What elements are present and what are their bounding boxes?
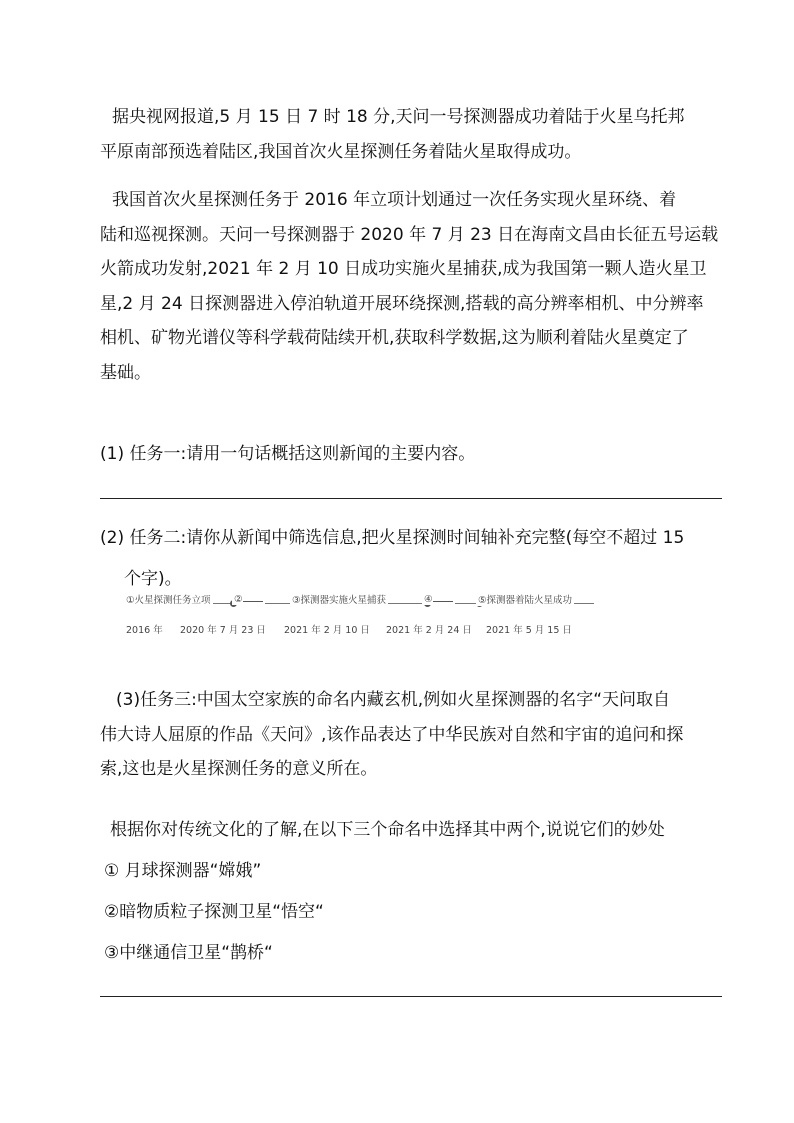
text-line: 基础。 — [100, 362, 151, 383]
text-line: 火箭成功发射,2021 年 2 月 10 日成功实施火星捕获,成为我国第一颗人造火星卫 — [100, 259, 707, 279]
timeline-date-4: 2021 年 2 月 24 日 — [386, 625, 472, 636]
task3-answer-line[interactable] — [100, 996, 722, 997]
timeline-label-5: ⑤探测器着陆火星成功 — [476, 592, 574, 606]
news-paragraph-1 — [100, 100, 722, 169]
text-line: 我国首次火星探测任务于 2016 年立项计划通过一次任务实现火星环绕、着 — [112, 190, 677, 210]
text-line: 平原南部预选着陆区,我国首次火星探测任务着陆火星取得成功。 — [100, 141, 582, 162]
text-line: 星,2 月 24 日探测器进入停泊轨道开展环绕探测,搭载的高分辨率相机、中分辨率 — [100, 293, 704, 314]
task3-paragraph — [100, 683, 726, 787]
timeline-date-3: 2021 年 2 月 10 日 — [284, 625, 370, 636]
text-line: 相机、矿物光谱仪等科学载荷陆续开机,获取科学数据,这为顺利着陆火星奠定了 — [100, 328, 689, 348]
task2-question-line1: (2) 任务二:请你从新闻中筛选信息,把火星探测时间轴补充完整(每空不超过 15 — [100, 528, 685, 548]
text-line: (3)任务三:中国太空家族的命名内藏玄机,例如火星探测器的名字“天问取自 — [116, 690, 671, 710]
text-line: 伟大诗人屈原的作品《天问》,该作品表达了中华民族对自然和宇宙的追问和探 — [100, 724, 684, 745]
task1-question: (1) 任务一:请用一句话概括这则新闻的主要内容。 — [100, 444, 476, 464]
option-3: ③中继通信卫星“鹊桥“ — [104, 943, 273, 963]
option-2: ②暗物质粒子探测卫星“悟空“ — [104, 902, 324, 922]
timeline-blank-4[interactable] — [433, 592, 453, 602]
timeline-date-1: 2016 年 — [126, 625, 163, 636]
timeline-blank-2[interactable] — [243, 592, 263, 602]
task1-answer-line[interactable] — [100, 498, 722, 499]
text-line: 索,这也是火星探测任务的意义所在。 — [100, 759, 378, 779]
timeline-label-3: ③探测器实施火星捕获 — [290, 592, 388, 606]
timeline-label-1: ①火星探测任务立项 — [124, 592, 213, 606]
task3-prompt: 根据你对传统文化的了解,在以下三个命名中选择其中两个,说说它们的妙处 — [110, 820, 665, 840]
timeline-date-2: 2020 年 7 月 23 日 — [180, 625, 266, 636]
text-line: 据央视网报道,5 月 15 日 7 时 18 分,天问一号探测器成功着陆于火星乌托邦 — [112, 107, 685, 127]
text-line: 陆和巡视探测。天问一号探测器于 2020 年 7 月 23 日在海南文昌由长征五号运载 — [100, 224, 719, 245]
timeline-label-2: ② — [232, 592, 265, 605]
news-paragraph-2 — [100, 183, 722, 390]
task2-question-line2: 个字)。 — [124, 569, 182, 589]
option-1: ① 月球探测器“嫦娥” — [104, 861, 262, 881]
timeline-date-5: 2021 年 5 月 15 日 — [486, 625, 572, 636]
timeline-label-4: ④ — [422, 592, 455, 605]
mars-exploration-timeline — [124, 592, 594, 640]
